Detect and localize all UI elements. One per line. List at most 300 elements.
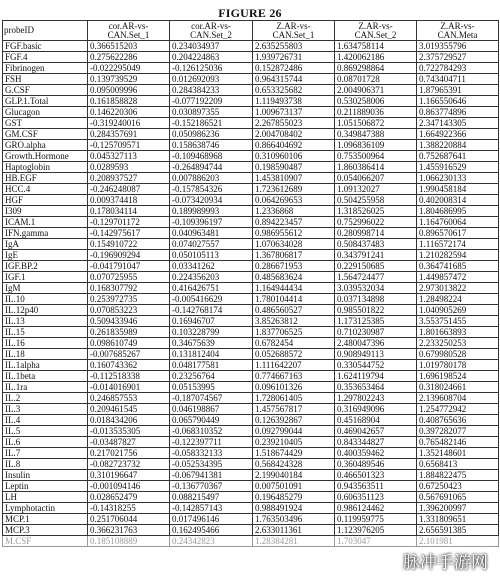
value-cell: 3.039532034 — [335, 283, 417, 294]
value-cell: 0.310196647 — [88, 470, 170, 481]
value-cell: 0.185108889 — [88, 536, 170, 547]
table-row — [3, 250, 499, 261]
value-cell: 0.054066207 — [335, 173, 417, 184]
value-cell: 0.284357691 — [88, 129, 170, 140]
value-cell: 0.722784293 — [417, 63, 499, 74]
value-cell: 3.85263812 — [253, 316, 335, 327]
value-cell: 2.480047396 — [335, 338, 417, 349]
value-cell: 0.009374418 — [88, 195, 170, 206]
value-cell: -0.005416629 — [170, 294, 253, 305]
value-cell: 1.728061405 — [253, 393, 335, 404]
value-cell: 0.209461545 — [88, 404, 170, 415]
value-cell: 0.469042657 — [335, 426, 417, 437]
value-cell: 1.634758114 — [335, 41, 417, 52]
probe-id-cell: HGF — [3, 195, 88, 206]
value-cell: 0.606351123 — [335, 492, 417, 503]
value-cell: 0.863774896 — [417, 107, 499, 118]
table-row — [3, 316, 499, 327]
value-cell: -0.122397711 — [170, 437, 253, 448]
value-cell: 0.040963481 — [170, 228, 253, 239]
probe-id-cell: Fibrinogen — [3, 63, 88, 74]
probe-id-cell: IL.12p40 — [3, 305, 88, 316]
value-cell: -0.109396197 — [170, 217, 253, 228]
table-row — [3, 118, 499, 129]
value-cell: 0.353653464 — [335, 382, 417, 393]
value-cell: 0.146220306 — [88, 107, 170, 118]
value-cell: -0.125709571 — [88, 140, 170, 151]
value-cell: -0.187074567 — [170, 393, 253, 404]
value-cell: 0.018434206 — [88, 415, 170, 426]
value-cell: 1.703047 — [335, 536, 417, 547]
value-cell: 0.280998714 — [335, 228, 417, 239]
value-cell: -0.126125036 — [170, 63, 253, 74]
value-cell: 0.208937527 — [88, 173, 170, 184]
value-cell: 0.092799044 — [253, 426, 335, 437]
value-cell: 0.217021756 — [88, 448, 170, 459]
probe-id-cell: IL.1alpha — [3, 360, 88, 371]
table-row — [3, 261, 499, 272]
value-cell: 0.030897355 — [170, 107, 253, 118]
value-cell: 0.943563511 — [335, 481, 417, 492]
value-cell: -0.013535305 — [88, 426, 170, 437]
table-row — [3, 52, 499, 63]
value-cell: 0.508437483 — [335, 239, 417, 250]
value-cell: 1.318526025 — [335, 206, 417, 217]
value-cell: 0.139739529 — [88, 74, 170, 85]
value-cell: 1.455916529 — [417, 162, 499, 173]
value-cell: 0.131812404 — [170, 349, 253, 360]
value-cell: 1.801663893 — [417, 327, 499, 338]
value-cell: 0.316949096 — [335, 404, 417, 415]
value-cell: 1.119493738 — [253, 96, 335, 107]
probe-id-cell: IgM — [3, 283, 88, 294]
value-cell: -0.157854326 — [170, 184, 253, 195]
column-header: cor.AR-vs- CAN.Set_2 — [170, 21, 253, 41]
table-row — [3, 349, 499, 360]
value-cell: 0.67250423 — [417, 481, 499, 492]
value-cell: -0.082723732 — [88, 459, 170, 470]
watermark-logo: 脉冲手游网 — [403, 553, 488, 573]
value-cell: 0.486560527 — [253, 305, 335, 316]
probe-id-cell: IgE — [3, 250, 88, 261]
table-row — [3, 217, 499, 228]
value-cell: 0.158638746 — [170, 140, 253, 151]
table-row — [3, 371, 499, 382]
value-cell: 0.161858828 — [88, 96, 170, 107]
value-cell: 0.251706044 — [88, 514, 170, 525]
value-cell: 1.254772942 — [417, 404, 499, 415]
value-cell: 0.275622286 — [88, 52, 170, 63]
probe-id-cell: IL.1ra — [3, 382, 88, 393]
value-cell: 2.101981 — [417, 536, 499, 547]
value-cell: 1.116572174 — [417, 239, 499, 250]
value-cell: 0.204224863 — [170, 52, 253, 63]
value-cell: 3.019355796 — [417, 41, 499, 52]
value-cell: 3.553751455 — [417, 316, 499, 327]
value-cell: 0.064269653 — [253, 195, 335, 206]
value-cell: 0.366515203 — [88, 41, 170, 52]
value-cell: 0.224356203 — [170, 272, 253, 283]
value-cell: 0.03341262 — [170, 261, 253, 272]
value-cell: 0.397282077 — [417, 426, 499, 437]
value-cell: 0.050986236 — [170, 129, 253, 140]
value-cell: 0.017496146 — [170, 514, 253, 525]
value-cell: -0.112518338 — [88, 371, 170, 382]
probe-id-cell: IGF.BP.2 — [3, 261, 88, 272]
value-cell: 1.696198524 — [417, 371, 499, 382]
value-cell: 0.23256764 — [170, 371, 253, 382]
table-row — [3, 272, 499, 283]
probe-id-cell: GST — [3, 118, 88, 129]
value-cell: -0.142768174 — [170, 305, 253, 316]
table-row — [3, 74, 499, 85]
value-cell: 1.164760064 — [417, 217, 499, 228]
value-cell: 0.6568413 — [417, 459, 499, 470]
value-cell: 0.679980528 — [417, 349, 499, 360]
value-cell: 0.988491924 — [253, 503, 335, 514]
value-cell: 0.16946707 — [170, 316, 253, 327]
value-cell: 0.261835989 — [88, 327, 170, 338]
value-cell: 1.449857472 — [417, 272, 499, 283]
value-cell: -0.007685267 — [88, 349, 170, 360]
value-cell: 0.985501822 — [335, 305, 417, 316]
probe-id-cell: IL.2 — [3, 393, 88, 404]
value-cell: 0.400359462 — [335, 448, 417, 459]
probe-id-cell: GRO.alpha — [3, 140, 88, 151]
value-cell: 2.004906371 — [335, 85, 417, 96]
table-row — [3, 85, 499, 96]
value-cell: 0.046198867 — [170, 404, 253, 415]
value-cell: 0.088215497 — [170, 492, 253, 503]
value-cell: 2.375729527 — [417, 52, 499, 63]
value-cell: -0.03487827 — [88, 437, 170, 448]
value-cell: 0.360489546 — [335, 459, 417, 470]
table-row — [3, 525, 499, 536]
probe-id-cell: GM.CSF — [3, 129, 88, 140]
value-cell: 0.869298864 — [335, 63, 417, 74]
value-cell: 0.964315744 — [253, 74, 335, 85]
value-cell: 0.168307792 — [88, 283, 170, 294]
value-cell: -0.319240016 — [88, 118, 170, 129]
value-cell: 2.267855023 — [253, 118, 335, 129]
data-table — [2, 20, 499, 547]
value-cell: 1.780104414 — [253, 294, 335, 305]
probe-id-cell: Lymphotactin — [3, 503, 88, 514]
probe-id-cell: IL.18 — [3, 349, 88, 360]
value-cell: -0.058332133 — [170, 448, 253, 459]
table-row — [3, 481, 499, 492]
value-cell: 0.196485279 — [253, 492, 335, 503]
value-cell: 0.866404692 — [253, 140, 335, 151]
value-cell: 0.530258006 — [335, 96, 417, 107]
value-cell: 0.119959775 — [335, 514, 417, 525]
probe-id-cell: IL.10 — [3, 294, 88, 305]
value-cell: 0.234034937 — [170, 41, 253, 52]
value-cell: 1.2336868 — [253, 206, 335, 217]
value-cell: 0.05153995 — [170, 382, 253, 393]
table-row — [3, 437, 499, 448]
probe-id-cell: IL.7 — [3, 448, 88, 459]
value-cell: 0.239210405 — [253, 437, 335, 448]
value-cell: 2.973013822 — [417, 283, 499, 294]
value-cell: 0.098610749 — [88, 338, 170, 349]
value-cell: -0.052534395 — [170, 459, 253, 470]
value-cell: 0.567691065 — [417, 492, 499, 503]
value-cell: 0.896570617 — [417, 228, 499, 239]
value-cell: 0.366231763 — [88, 525, 170, 536]
value-cell: 1.518674429 — [253, 448, 335, 459]
value-cell: 1.066230133 — [417, 173, 499, 184]
value-cell: 1.723612689 — [253, 184, 335, 195]
value-cell: 0.103228799 — [170, 327, 253, 338]
value-cell: 1.040905269 — [417, 305, 499, 316]
value-cell: 0.843344827 — [335, 437, 417, 448]
value-cell: 1.837706525 — [253, 327, 335, 338]
table-row — [3, 96, 499, 107]
value-cell: -0.014016901 — [88, 382, 170, 393]
probe-id-cell: IL.5 — [3, 426, 88, 437]
probe-id-cell: M.CSF — [3, 536, 88, 547]
probe-id-cell: FGF.basic — [3, 41, 88, 52]
value-cell: 0.986955612 — [253, 228, 335, 239]
value-cell: 0.052688572 — [253, 349, 335, 360]
probe-id-cell: ICAM.1 — [3, 217, 88, 228]
value-cell: 1.173125385 — [335, 316, 417, 327]
value-cell: 0.408765636 — [417, 415, 499, 426]
value-cell: 0.045327113 — [88, 151, 170, 162]
probe-id-cell: G.CSF — [3, 85, 88, 96]
probe-id-cell: Insulin — [3, 470, 88, 481]
probe-id-cell: IL.13 — [3, 316, 88, 327]
table-row — [3, 426, 499, 437]
value-cell: 1.28384281 — [253, 536, 335, 547]
table-row — [3, 404, 499, 415]
table-row — [3, 393, 499, 404]
value-cell: 1.884822475 — [417, 470, 499, 481]
probe-id-cell: IL.8 — [3, 459, 88, 470]
column-header: Z.AR-vs- CAN.Set_1 — [253, 21, 335, 41]
value-cell: 0.178034114 — [88, 206, 170, 217]
value-cell: 1.166550646 — [417, 96, 499, 107]
value-cell: 1.939726731 — [253, 52, 335, 63]
value-cell: -0.152186521 — [170, 118, 253, 129]
value-cell: 0.6782454 — [253, 338, 335, 349]
table-row — [3, 239, 499, 250]
value-cell: 2.004708402 — [253, 129, 335, 140]
value-cell: 1.87965391 — [417, 85, 499, 96]
table-row — [3, 360, 499, 371]
value-cell: -0.041791047 — [88, 261, 170, 272]
value-cell: 1.331809651 — [417, 514, 499, 525]
table-row — [3, 514, 499, 525]
value-cell: -0.067941381 — [170, 470, 253, 481]
probe-id-cell: FSH — [3, 74, 88, 85]
table-row — [3, 129, 499, 140]
value-cell: 2.199040184 — [253, 470, 335, 481]
value-cell: 0.509433946 — [88, 316, 170, 327]
value-cell: 0.070725955 — [88, 272, 170, 283]
value-cell: -0.001094146 — [88, 481, 170, 492]
value-cell: 1.297802243 — [335, 393, 417, 404]
value-cell: 0.753500964 — [335, 151, 417, 162]
value-cell: -0.022295049 — [88, 63, 170, 74]
value-cell: 0.160743362 — [88, 360, 170, 371]
table-row — [3, 63, 499, 74]
value-cell: 0.012692093 — [170, 74, 253, 85]
value-cell: 0.343791241 — [335, 250, 417, 261]
table-row — [3, 448, 499, 459]
value-cell: 0.050105113 — [170, 250, 253, 261]
probe-id-cell: IL.3 — [3, 404, 88, 415]
table-row — [3, 536, 499, 547]
value-cell: 0.154910722 — [88, 239, 170, 250]
value-cell: 1.096836109 — [335, 140, 417, 151]
table-row — [3, 140, 499, 151]
table-row — [3, 470, 499, 481]
probe-id-cell: IL.4 — [3, 415, 88, 426]
probe-id-cell: MCP.1 — [3, 514, 88, 525]
table-row — [3, 459, 499, 470]
value-cell: 0.310960106 — [253, 151, 335, 162]
value-cell: 2.656591385 — [417, 525, 499, 536]
value-cell: 0.070853223 — [88, 305, 170, 316]
probe-id-cell: LH — [3, 492, 88, 503]
table-row — [3, 503, 499, 514]
value-cell: 1.367806817 — [253, 250, 335, 261]
value-cell: 0.126392867 — [253, 415, 335, 426]
value-cell: -0.073420934 — [170, 195, 253, 206]
value-cell: -0.109468968 — [170, 151, 253, 162]
value-cell: 1.457567817 — [253, 404, 335, 415]
value-cell: 1.420062186 — [335, 52, 417, 63]
value-cell: 1.164944434 — [253, 283, 335, 294]
value-cell: -0.077192209 — [170, 96, 253, 107]
value-cell: 0.246857553 — [88, 393, 170, 404]
probe-id-cell: Glucagon — [3, 107, 88, 118]
value-cell: 0.752687641 — [417, 151, 499, 162]
probe-id-cell: Growth.Hormone — [3, 151, 88, 162]
value-cell: 0.504255958 — [335, 195, 417, 206]
value-cell: 0.402008314 — [417, 195, 499, 206]
figure-title: FIGURE 26 — [218, 6, 282, 20]
value-cell: -0.068310352 — [170, 426, 253, 437]
value-cell: 0.0289593 — [88, 162, 170, 173]
value-cell: 1.624119794 — [335, 371, 417, 382]
table-row — [3, 228, 499, 239]
column-header: cor.AR-vs- CAN.Set_1 — [88, 21, 170, 41]
value-cell: 1.564724477 — [335, 272, 417, 283]
probe-id-cell: Haptoglobin — [3, 162, 88, 173]
value-cell: 0.284384233 — [170, 85, 253, 96]
probe-id-cell: IL.16 — [3, 338, 88, 349]
table-header — [3, 21, 499, 41]
value-cell: 1.123976205 — [335, 525, 417, 536]
value-cell: 0.095009996 — [88, 85, 170, 96]
table-row — [3, 206, 499, 217]
probe-id-cell: IL.1beta — [3, 371, 88, 382]
table-row — [3, 492, 499, 503]
value-cell: 1.051506872 — [335, 118, 417, 129]
probe-id-cell: HCC.4 — [3, 184, 88, 195]
value-cell: 0.286671953 — [253, 261, 335, 272]
value-cell: 0.743404711 — [417, 74, 499, 85]
table-row — [3, 151, 499, 162]
value-cell: 1.860386414 — [335, 162, 417, 173]
value-cell: 0.253972735 — [88, 294, 170, 305]
value-cell: 0.330544752 — [335, 360, 417, 371]
table-row — [3, 162, 499, 173]
value-cell: 1.664922366 — [417, 129, 499, 140]
value-cell: 0.037134898 — [335, 294, 417, 305]
value-cell: 1.804686995 — [417, 206, 499, 217]
value-cell: 0.653325682 — [253, 85, 335, 96]
value-cell: 1.763503496 — [253, 514, 335, 525]
probe-id-cell: IFN.gamma — [3, 228, 88, 239]
table-row — [3, 283, 499, 294]
value-cell: 0.028652479 — [88, 492, 170, 503]
value-cell: 2.633011361 — [253, 525, 335, 536]
value-cell: 0.189989993 — [170, 206, 253, 217]
value-cell: 1.210282594 — [417, 250, 499, 261]
value-cell: 1.388220884 — [417, 140, 499, 151]
value-cell: 0.908949113 — [335, 349, 417, 360]
table-row — [3, 107, 499, 118]
value-cell: 0.007886203 — [170, 173, 253, 184]
value-cell: 0.765482146 — [417, 437, 499, 448]
value-cell: 1.009673137 — [253, 107, 335, 118]
probe-id-cell: HB.EGF — [3, 173, 88, 184]
table-row — [3, 184, 499, 195]
value-cell: 0.774667163 — [253, 371, 335, 382]
table-row — [3, 327, 499, 338]
value-cell: -0.246248087 — [88, 184, 170, 195]
value-cell: -0.142975617 — [88, 228, 170, 239]
probe-id-cell: IgA — [3, 239, 88, 250]
value-cell: 0.752996022 — [335, 217, 417, 228]
value-cell: 1.070634028 — [253, 239, 335, 250]
value-cell: 0.162495466 — [170, 525, 253, 536]
value-cell: 0.45168904 — [335, 415, 417, 426]
value-cell: 0.24342823 — [170, 536, 253, 547]
value-cell: 0.710230987 — [335, 327, 417, 338]
value-cell: 2.233250253 — [417, 338, 499, 349]
column-header: Z.AR-vs- CAN.Meta — [417, 21, 499, 41]
value-cell: 1.111642207 — [253, 360, 335, 371]
value-cell: 1.453810907 — [253, 173, 335, 184]
table-row — [3, 305, 499, 316]
value-cell: 0.229150685 — [335, 261, 417, 272]
column-header: Z.AR-vs- CAN.Set_2 — [335, 21, 417, 41]
value-cell: 0.08701728 — [335, 74, 417, 85]
value-cell: 0.349847388 — [335, 129, 417, 140]
value-cell: 0.007501091 — [253, 481, 335, 492]
value-cell: 0.986124462 — [335, 503, 417, 514]
value-cell: -0.196909294 — [88, 250, 170, 261]
value-cell: -0.142857143 — [170, 503, 253, 514]
value-cell: 1.28498224 — [417, 294, 499, 305]
table-row — [3, 294, 499, 305]
value-cell: -0.264894744 — [170, 162, 253, 173]
probe-id-cell: Leptin — [3, 481, 88, 492]
probe-id-cell: IL.15 — [3, 327, 88, 338]
value-cell: 0.318024661 — [417, 382, 499, 393]
value-cell: 2.139608704 — [417, 393, 499, 404]
value-cell: 0.152872486 — [253, 63, 335, 74]
probe-id-cell: I309 — [3, 206, 88, 217]
value-cell: 0.211889036 — [335, 107, 417, 118]
value-cell: -0.14318255 — [88, 503, 170, 514]
value-cell: 1.396200997 — [417, 503, 499, 514]
